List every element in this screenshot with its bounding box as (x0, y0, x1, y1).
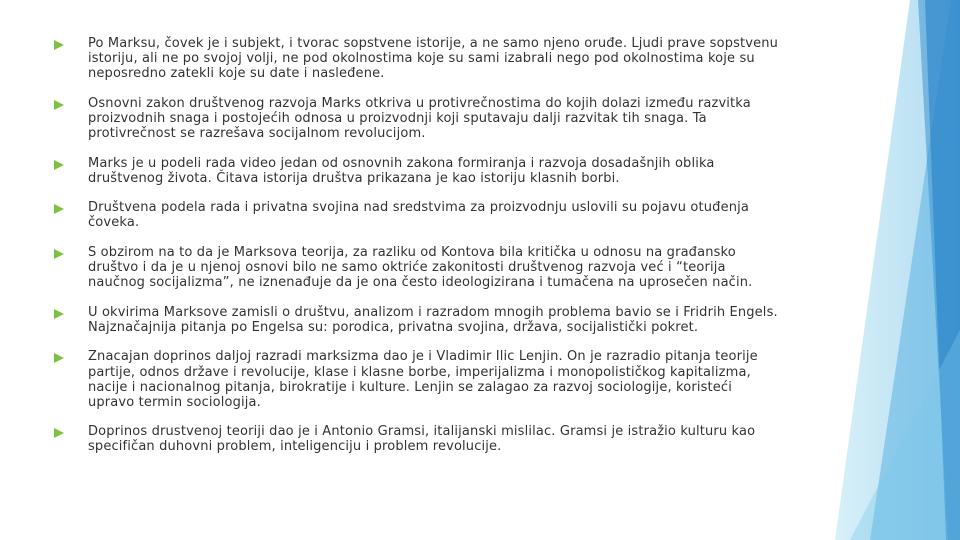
list-item (50, 36, 780, 81)
list-item-text: Po Marksu, čovek je i subjekt, i tvorac sopstvene istorije, a ne samo njeno oruđe. Ljudi prave sopstvenu istoriju, ali ne po svojoj volji, ne pod okolnostima koje su sami izabrali nego pod okolnostima koje su neposredno zatekli koje su date i nasleđene. (88, 36, 779, 82)
list-item (50, 245, 780, 290)
triangle-bullet-icon (54, 353, 64, 363)
triangle-bullet-icon (54, 100, 64, 110)
list-item (50, 156, 780, 186)
triangle-bullet-icon (54, 160, 64, 170)
list-item-text: Doprinos drustvenoj teoriji dao je i Antonio Gramsi, italijanski mislilac. Gramsi je istražio kulturu kao specifičan duhovni problem, inteligenciju i problem revolucije. (88, 424, 756, 455)
list-item-text: S obzirom na to da je Marksova teorija, za razliku od Kontova bila kritička u odnosu na građansko društvo i da je u njenoj osnovi bilo ne samo oktriće zakonitosti društvenog razvoja već i “teorija naučnog socijalizma”, ne iznenađuje da je ona često ideologizirana i tumačena na uprosečen način. (88, 244, 753, 291)
list-item (50, 96, 780, 141)
triangle-bullet-icon (54, 40, 64, 50)
triangle-bullet-icon (54, 428, 64, 438)
list-item (50, 349, 780, 409)
list-item (50, 305, 780, 335)
list-item-text: U okvirima Marksove zamisli o društvu, analizom i razradom mnogih problema bavio se i Fridrih Engels. Najznačajnija pitanja po Engelsa su: porodica, privatna svojina, država, socijalistički pokret. (88, 304, 778, 335)
triangle-bullet-icon (54, 249, 64, 259)
list-item-text: Osnovni zakon društvenog razvoja Marks otkriva u protivrečnostima do kojih dolazi između razvitka proizvodnih snaga i postojećih odnosa u proizvodnji koji sputavaju dalji razvitak tih snaga. Ta protivrečnost se razrešava socijalnom revolucijom. (88, 95, 751, 141)
list-item-text: Znacajan doprinos daljoj razradi marksizma dao je i Vladimir Ilic Lenjin. On je razradio pitanja teorije partije, odnos države i revolucije, klase i klasne borbe, imperijalizma i monopolističkog kapitalizma, nacije i nacionalnog pitanja, birokratije i kulture. Lenjin se zalagao za razvoj sociologije, koristeći upravo termin sociologija. (88, 349, 758, 410)
bullet-list (50, 36, 780, 469)
list-item (50, 200, 780, 230)
list-item-text: Marks je u podeli rada video jedan od osnovnih zakona formiranja i razvoja dosadašnjih oblika društvenog života. Čitava istorija društva prikazana je kao istoriju klasnih borbi. (88, 155, 715, 186)
triangle-bullet-icon (54, 309, 64, 319)
list-item (50, 424, 780, 454)
triangle-bullet-icon (54, 204, 64, 214)
list-item-text: Društvena podela rada i privatna svojina nad sredstvima za proizvodnju uslovili su pojavu otuđenja čoveka. (88, 200, 749, 231)
